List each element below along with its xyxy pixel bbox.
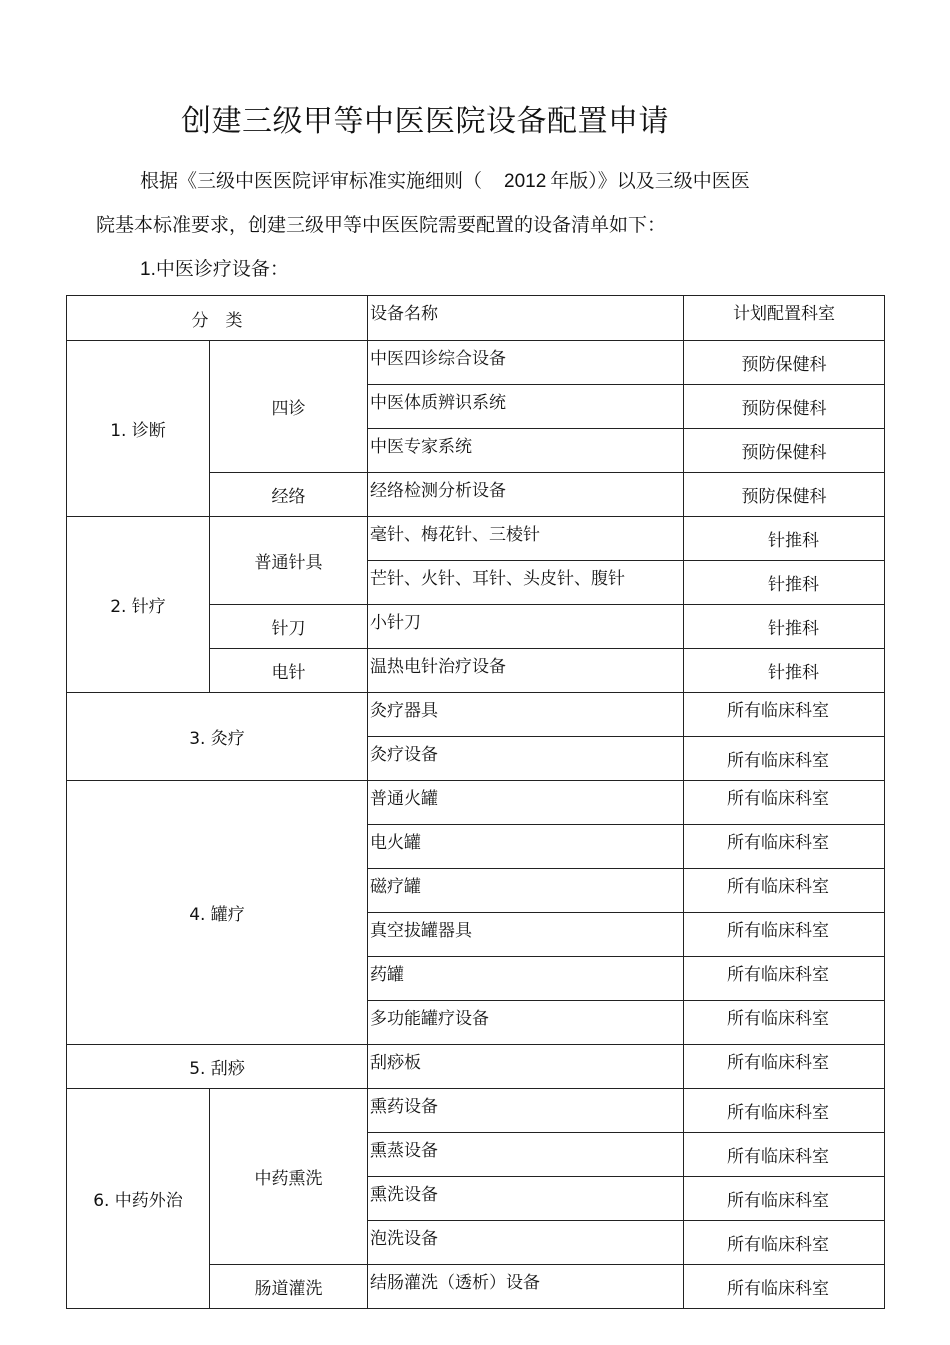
dept-name: 所有临床科室 (684, 1221, 885, 1265)
subgroup-four-diagnosis: 四诊 (210, 341, 368, 473)
group-external-herbal: 6. 中药外治 (67, 1089, 210, 1309)
subgroup-needle-knife: 针刀 (210, 605, 368, 649)
dept-name: 所有临床科室 (684, 1089, 885, 1133)
intro-year: 2012 (504, 171, 547, 192)
device-name: 灸疗设备 (368, 737, 684, 781)
dept-name: 所有临床科室 (684, 1045, 885, 1089)
table-row (67, 1045, 885, 1089)
device-name: 药罐 (368, 957, 684, 1001)
dept-name: 所有临床科室 (684, 693, 885, 737)
subgroup-colon-lavage: 肠道灌洗 (210, 1265, 368, 1309)
header-category: 分 类 (67, 296, 368, 341)
table-row (67, 341, 885, 385)
device-name: 经络检测分析设备 (368, 473, 684, 517)
device-name: 小针刀 (368, 605, 684, 649)
subgroup-meridian: 经络 (210, 473, 368, 517)
dept-name: 所有临床科室 (684, 737, 885, 781)
intro-text-b: 年版）》以及三级中医医 (550, 170, 750, 192)
equipment-table (66, 295, 885, 1309)
device-name: 普通火罐 (368, 781, 684, 825)
device-name: 真空拔罐器具 (368, 913, 684, 957)
dept-name: 所有临床科室 (684, 1133, 885, 1177)
dept-name: 所有临床科室 (684, 1001, 885, 1045)
subgroup-electro-needle: 电针 (210, 649, 368, 693)
table-row (67, 517, 885, 561)
dept-name: 所有临床科室 (684, 913, 885, 957)
group-moxibustion: 3. 灸疗 (67, 693, 368, 781)
device-name: 泡洗设备 (368, 1221, 684, 1265)
device-name: 灸疗器具 (368, 693, 684, 737)
intro-line-2: 院基本标准要求，创建三级甲等中医医院需要配置的设备清单如下： (96, 214, 667, 236)
group-diagnosis: 1. 诊断 (67, 341, 210, 517)
header-dept: 计划配置科室 (684, 296, 885, 341)
dept-name: 所有临床科室 (684, 825, 885, 869)
table-row (67, 1089, 885, 1133)
table-row (67, 781, 885, 825)
dept-name: 所有临床科室 (684, 781, 885, 825)
section-heading (140, 254, 289, 281)
device-name: 芒针、火针、耳针、头皮针、腹针 (368, 561, 684, 605)
device-name: 中医专家系统 (368, 429, 684, 473)
dept-name: 所有临床科室 (684, 1265, 885, 1309)
device-name: 毫针、梅花针、三棱针 (368, 517, 684, 561)
device-name: 多功能罐疗设备 (368, 1001, 684, 1045)
dept-name: 针推科 (684, 561, 885, 605)
device-name: 熏洗设备 (368, 1177, 684, 1221)
dept-name: 针推科 (684, 649, 885, 693)
device-name: 中医体质辨识系统 (368, 385, 684, 429)
section-label: 中医诊疗设备： (155, 258, 289, 280)
dept-name: 预防保健科 (684, 473, 885, 517)
device-name: 熏药设备 (368, 1089, 684, 1133)
device-name: 磁疗罐 (368, 869, 684, 913)
dept-name: 预防保健科 (684, 341, 885, 385)
device-name: 刮痧板 (368, 1045, 684, 1089)
dept-name: 针推科 (684, 605, 885, 649)
section-number: 1. (140, 259, 156, 280)
intro-line-1 (140, 166, 750, 193)
document-title: 创建三级甲等中医医院设备配置申请 (181, 104, 669, 139)
group-acupuncture: 2. 针疗 (67, 517, 210, 693)
subgroup-common-needles: 普通针具 (210, 517, 368, 605)
dept-name: 预防保健科 (684, 385, 885, 429)
dept-name: 所有临床科室 (684, 1177, 885, 1221)
group-cupping: 4. 罐疗 (67, 781, 368, 1045)
dept-name: 所有临床科室 (684, 869, 885, 913)
device-name: 熏蒸设备 (368, 1133, 684, 1177)
device-name: 中医四诊综合设备 (368, 341, 684, 385)
device-name: 结肠灌洗（透析）设备 (368, 1265, 684, 1309)
header-device: 设备名称 (368, 296, 684, 341)
dept-name: 所有临床科室 (684, 957, 885, 1001)
intro-text-a: 根据《三级中医医院评审标准实施细则（ (140, 170, 483, 192)
dept-name: 针推科 (684, 517, 885, 561)
device-name: 电火罐 (368, 825, 684, 869)
table-row (67, 693, 885, 737)
subgroup-herbal-fumigation: 中药熏洗 (210, 1089, 368, 1265)
device-name: 温热电针治疗设备 (368, 649, 684, 693)
dept-name: 预防保健科 (684, 429, 885, 473)
table-header-row (67, 296, 885, 341)
group-scraping: 5. 刮痧 (67, 1045, 368, 1089)
